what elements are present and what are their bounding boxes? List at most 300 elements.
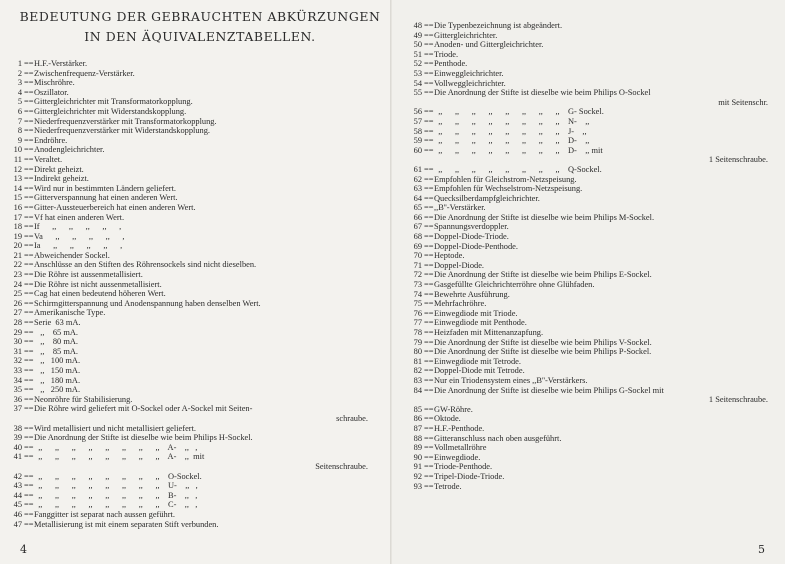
entry-number: 15 bbox=[13, 193, 22, 203]
entry-number: 59 bbox=[413, 136, 422, 146]
abbreviation-entry bbox=[6, 404, 372, 414]
entry-number: 8 bbox=[17, 126, 22, 136]
entry-number: 27 bbox=[13, 308, 22, 318]
entry-text: Die Anordnung der Stifte ist dieselbe wie beim Philips P-Sockel. bbox=[434, 347, 652, 357]
abbreviation-entry bbox=[406, 386, 772, 396]
equals-sign: == bbox=[24, 145, 34, 155]
equals-sign: == bbox=[24, 270, 34, 280]
entry-number: 64 bbox=[413, 193, 422, 203]
entry-number: 7 bbox=[17, 116, 22, 126]
page-title-line2: IN DEN ÄQUIVALENZTABELLEN. bbox=[84, 29, 316, 44]
entry-text: Die Typenbezeichnung ist abgeändert. bbox=[434, 21, 563, 30]
entry-text: Spannungsverdoppler. bbox=[434, 222, 509, 232]
entry-text: Die Anordnung der Stifte ist dieselbe wie beim Philips O-Sockel bbox=[434, 88, 651, 98]
entry-text: Tetrode. bbox=[434, 481, 462, 491]
equals-sign: == bbox=[424, 136, 434, 146]
abbreviation-entry bbox=[6, 520, 372, 530]
entry-number: 11 bbox=[13, 154, 22, 164]
entry-text: Oszillator. bbox=[34, 87, 69, 97]
entry-number: 53 bbox=[413, 68, 422, 78]
entry-text: ,, 150 mA. bbox=[34, 366, 81, 375]
abbreviation-entry bbox=[406, 347, 772, 357]
abbreviation-entry bbox=[6, 174, 372, 184]
entry-number: 45 bbox=[13, 500, 22, 510]
abbreviation-entry-continuation bbox=[406, 155, 772, 165]
entry-number: 18 bbox=[13, 222, 22, 232]
entry-number: 77 bbox=[413, 318, 422, 328]
equals-sign: == bbox=[424, 21, 434, 30]
entry-number: 63 bbox=[413, 184, 422, 194]
entry-text: Vf hat einen anderen Wert. bbox=[34, 212, 125, 222]
equals-sign: == bbox=[24, 164, 34, 174]
abbreviation-entry bbox=[6, 107, 372, 117]
entry-number: 14 bbox=[13, 183, 22, 193]
entry-text: Gitterverspannung hat einen anderen Wert. bbox=[34, 193, 178, 203]
entry-text: ,, ,, ,, ,, ,, ,, ,, ,, D- ,, bbox=[434, 136, 590, 146]
equals-sign: == bbox=[424, 481, 434, 491]
equals-sign: == bbox=[24, 452, 34, 462]
abbreviation-entry bbox=[406, 50, 772, 60]
equals-sign: == bbox=[24, 78, 34, 88]
page-number-left: 4 bbox=[20, 543, 27, 556]
entry-text: Indirekt geheizt. bbox=[34, 174, 89, 184]
entry-text: Niederfrequenzverstärker mit Widerstandskopplung. bbox=[34, 126, 211, 136]
equals-sign: == bbox=[24, 174, 34, 184]
abbreviation-entry bbox=[6, 251, 372, 261]
equals-sign: == bbox=[24, 423, 34, 433]
abbreviation-entry bbox=[406, 127, 772, 137]
entry-text: Zwischenfrequenz-Verstärker. bbox=[34, 68, 135, 78]
entry-number: 83 bbox=[413, 375, 422, 385]
entry-text: Doppel-Diode. bbox=[434, 260, 485, 270]
equals-sign: == bbox=[24, 394, 34, 404]
entry-number: 52 bbox=[413, 59, 422, 69]
abbreviation-entry bbox=[6, 145, 372, 155]
page-number-right: 5 bbox=[758, 543, 765, 556]
abbreviation-entry bbox=[406, 232, 772, 242]
entry-text: Nur ein Triodensystem eines ,,B''-Verstärkers. bbox=[434, 375, 588, 385]
entry-number: 43 bbox=[13, 481, 22, 491]
entry-continuation-text: mit Seitenschr. bbox=[718, 97, 768, 107]
abbreviation-entry bbox=[406, 31, 772, 41]
equals-sign: == bbox=[24, 250, 34, 260]
abbreviation-entry bbox=[6, 347, 372, 357]
entry-text: Die Röhre ist aussenmetallisiert. bbox=[34, 270, 143, 280]
equals-sign: == bbox=[424, 212, 434, 222]
equals-sign: == bbox=[24, 222, 34, 232]
entry-number: 87 bbox=[413, 423, 422, 433]
equals-sign: == bbox=[424, 414, 434, 424]
entry-text: Einwegdiode mit Penthode. bbox=[434, 318, 527, 328]
equals-sign: == bbox=[24, 87, 34, 97]
entry-text: ,, ,, ,, ,, ,, ,, ,, ,, U- ,, , bbox=[34, 481, 198, 491]
entry-text: Fanggitter ist separat nach aussen geführt. bbox=[34, 509, 175, 519]
abbreviation-entry bbox=[406, 453, 772, 463]
entry-text: Die Anordnung der Stifte ist dieselbe wie beim Philips V-Sockel. bbox=[434, 337, 652, 347]
equals-sign: == bbox=[24, 346, 34, 356]
equals-sign: == bbox=[424, 337, 434, 347]
entry-number: 37 bbox=[13, 404, 22, 414]
entry-number: 26 bbox=[13, 298, 22, 308]
equals-sign: == bbox=[424, 222, 434, 232]
entry-number: 35 bbox=[13, 385, 22, 395]
left-page bbox=[0, 0, 392, 564]
abbreviation-entry bbox=[406, 376, 772, 386]
equals-sign: == bbox=[424, 308, 434, 318]
equals-sign: == bbox=[24, 298, 34, 308]
entry-text: ,, ,, ,, ,, ,, ,, ,, ,, J- ,, bbox=[434, 126, 587, 136]
entry-text: ,, 250 mA. bbox=[34, 385, 81, 395]
abbreviation-list-left bbox=[6, 59, 372, 529]
entry-number: 20 bbox=[13, 241, 22, 251]
abbreviation-entry bbox=[6, 424, 372, 434]
entry-number: 30 bbox=[13, 337, 22, 347]
equals-sign: == bbox=[24, 318, 34, 328]
entry-number: 41 bbox=[13, 452, 22, 462]
equals-sign: == bbox=[424, 299, 434, 309]
abbreviation-entry bbox=[406, 338, 772, 348]
entry-text: Gitter-Aussteuerbereich hat einen anderen Wert. bbox=[34, 202, 196, 212]
abbreviation-entry bbox=[406, 366, 772, 376]
entry-continuation-text: Seitenschraube. bbox=[315, 461, 368, 471]
equals-sign: == bbox=[424, 59, 434, 69]
equals-sign: == bbox=[24, 279, 34, 289]
entry-number: 22 bbox=[13, 260, 22, 270]
entry-number: 10 bbox=[13, 145, 22, 155]
entry-text: Die Röhre ist nicht aussenmetallisiert. bbox=[34, 279, 162, 289]
entry-text: Veraltet. bbox=[34, 154, 63, 164]
entry-number: 29 bbox=[13, 327, 22, 337]
abbreviation-entry bbox=[6, 433, 372, 443]
entry-text: Die Röhre wird geliefert mit O-Sockel oder A-Sockel mit Seiten- bbox=[34, 404, 253, 414]
entry-number: 68 bbox=[413, 232, 422, 242]
entry-number: 78 bbox=[413, 328, 422, 337]
abbreviation-entry-continuation bbox=[406, 98, 772, 108]
abbreviation-entry bbox=[406, 213, 772, 223]
entry-number: 2 bbox=[17, 68, 22, 78]
entry-text: Einwegdiode. bbox=[434, 452, 481, 462]
entry-number: 40 bbox=[13, 442, 22, 452]
equals-sign: == bbox=[424, 251, 434, 261]
equals-sign: == bbox=[24, 135, 34, 145]
entry-text: Wird nur in bestimmten Ländern geliefert. bbox=[34, 183, 176, 193]
equals-sign: == bbox=[24, 337, 34, 347]
abbreviation-entry bbox=[6, 165, 372, 175]
equals-sign: == bbox=[24, 366, 34, 375]
equals-sign: == bbox=[424, 471, 434, 481]
entry-number: 69 bbox=[413, 241, 422, 251]
entry-text: Gasgefüllte Gleichrichterröhre ohne Glühfaden. bbox=[434, 280, 595, 290]
entry-number: 50 bbox=[413, 40, 422, 50]
entry-continuation-text: schraube. bbox=[336, 413, 368, 423]
equals-sign: == bbox=[424, 452, 434, 462]
entry-text: Mischröhre. bbox=[34, 78, 75, 88]
abbreviation-entry bbox=[6, 270, 372, 280]
abbreviation-entry bbox=[406, 280, 772, 290]
entry-number: 39 bbox=[13, 433, 22, 443]
equals-sign: == bbox=[424, 40, 434, 50]
entry-text: ,, ,, ,, ,, ,, ,, ,, ,, B- ,, , bbox=[34, 490, 198, 500]
entry-text: ,,B''-Verstärker. bbox=[434, 203, 486, 213]
equals-sign: == bbox=[424, 385, 434, 395]
entry-number: 16 bbox=[13, 202, 22, 212]
abbreviation-entry bbox=[6, 366, 372, 376]
entry-text: ,, ,, ,, ,, ,, ,, ,, ,, G- Sockel. bbox=[434, 107, 604, 117]
entry-text: Vollweggleichrichter. bbox=[434, 78, 506, 88]
abbreviation-entry bbox=[406, 290, 772, 300]
equals-sign: == bbox=[424, 145, 434, 155]
abbreviation-entry bbox=[406, 203, 772, 213]
entry-number: 25 bbox=[13, 289, 22, 299]
entry-number: 55 bbox=[413, 88, 422, 98]
entry-text: If ,, ,, ,, ,, , bbox=[34, 222, 122, 232]
abbreviation-entry bbox=[406, 270, 772, 280]
entry-text: Die Anordnung der Stifte ist dieselbe wie beim Philips E-Sockel. bbox=[434, 270, 652, 280]
equals-sign: == bbox=[24, 289, 34, 299]
equals-sign: == bbox=[24, 241, 34, 251]
entry-text: ,, ,, ,, ,, ,, ,, ,, ,, N- ,, bbox=[434, 116, 590, 126]
abbreviation-entry bbox=[406, 434, 772, 444]
equals-sign: == bbox=[424, 203, 434, 213]
entry-text: ,, ,, ,, ,, ,, ,, ,, ,, A- ,, mit bbox=[34, 452, 205, 462]
abbreviation-entry bbox=[406, 69, 772, 79]
entry-number: 4 bbox=[17, 87, 22, 97]
abbreviation-list-right bbox=[406, 21, 772, 491]
abbreviation-entry bbox=[406, 136, 772, 146]
entry-text: Heizfaden mit Mittenanzapfung. bbox=[434, 328, 544, 337]
entry-number: 5 bbox=[17, 97, 22, 107]
abbreviation-entry bbox=[6, 193, 372, 203]
entry-text: ,, ,, ,, ,, ,, ,, ,, ,, Q-Sockel. bbox=[434, 164, 602, 174]
entry-number: 28 bbox=[13, 318, 22, 328]
entry-text: Direkt geheizt. bbox=[34, 164, 84, 174]
entry-text: Abweichender Sockel. bbox=[34, 250, 110, 260]
equals-sign: == bbox=[24, 356, 34, 366]
entry-number: 47 bbox=[13, 519, 22, 529]
abbreviation-entry bbox=[406, 261, 772, 271]
entry-text: Quecksilberdampfgleichrichter. bbox=[434, 193, 540, 203]
entry-text: Cag hat einen bedeutend höheren Wert. bbox=[34, 289, 166, 299]
equals-sign: == bbox=[24, 404, 34, 414]
equals-sign: == bbox=[24, 260, 34, 270]
equals-sign: == bbox=[24, 519, 34, 529]
equals-sign: == bbox=[424, 164, 434, 174]
abbreviation-entry bbox=[406, 88, 772, 98]
abbreviation-entry bbox=[6, 337, 372, 347]
equals-sign: == bbox=[424, 318, 434, 328]
entry-text: Anodengleichrichter. bbox=[34, 145, 105, 155]
entry-number: 80 bbox=[413, 347, 422, 357]
abbreviation-entry bbox=[406, 318, 772, 328]
entry-text: Einweggleichrichter. bbox=[434, 68, 504, 78]
equals-sign: == bbox=[424, 270, 434, 280]
entry-number: 31 bbox=[13, 346, 22, 356]
abbreviation-entry bbox=[406, 175, 772, 185]
equals-sign: == bbox=[24, 154, 34, 164]
entry-number: 48 bbox=[413, 21, 422, 30]
abbreviation-entry bbox=[6, 385, 372, 395]
entry-number: 58 bbox=[413, 126, 422, 136]
abbreviation-entry bbox=[6, 328, 372, 338]
equals-sign: == bbox=[24, 500, 34, 510]
entry-number: 42 bbox=[13, 471, 22, 481]
equals-sign: == bbox=[424, 260, 434, 270]
entry-number: 84 bbox=[413, 385, 422, 395]
abbreviation-entry bbox=[6, 289, 372, 299]
entry-number: 76 bbox=[413, 308, 422, 318]
abbreviation-entry bbox=[6, 136, 372, 146]
entry-number: 65 bbox=[413, 203, 422, 213]
entry-number: 49 bbox=[413, 30, 422, 40]
entry-number: 88 bbox=[413, 433, 422, 443]
entry-number: 79 bbox=[413, 337, 422, 347]
equals-sign: == bbox=[424, 356, 434, 366]
abbreviation-entry bbox=[406, 299, 772, 309]
abbreviation-entry bbox=[406, 242, 772, 252]
abbreviation-entry bbox=[6, 97, 372, 107]
abbreviation-entry bbox=[406, 472, 772, 482]
equals-sign: == bbox=[424, 126, 434, 136]
equals-sign: == bbox=[24, 193, 34, 203]
abbreviation-entry bbox=[6, 222, 372, 232]
abbreviation-entry bbox=[406, 40, 772, 50]
equals-sign: == bbox=[424, 184, 434, 194]
equals-sign: == bbox=[424, 30, 434, 40]
equals-sign: == bbox=[24, 308, 34, 318]
entry-text: Gittergleichrichter. bbox=[434, 30, 498, 40]
equals-sign: == bbox=[424, 366, 434, 376]
abbreviation-entry bbox=[6, 376, 372, 386]
abbreviation-entry bbox=[406, 79, 772, 89]
abbreviation-entry bbox=[6, 510, 372, 520]
entry-number: 86 bbox=[413, 414, 422, 424]
entry-number: 13 bbox=[13, 174, 22, 184]
entry-number: 6 bbox=[17, 106, 22, 116]
entry-number: 85 bbox=[413, 404, 422, 414]
entry-text: Heptode. bbox=[434, 251, 465, 261]
entry-number: 54 bbox=[413, 78, 422, 88]
equals-sign: == bbox=[24, 183, 34, 193]
entry-text: Va ,, ,, ,, ,, , bbox=[34, 231, 125, 241]
abbreviation-entry bbox=[6, 500, 372, 510]
entry-number: 90 bbox=[413, 452, 422, 462]
entry-text: Ia ,, ,, ,, ,, , bbox=[34, 241, 123, 251]
entry-text: Anoden- und Gittergleichrichter. bbox=[434, 40, 544, 50]
entry-number: 12 bbox=[13, 164, 22, 174]
entry-number: 34 bbox=[13, 375, 22, 385]
entry-text: Empfohlen für Wechselstrom-Netzspeisung. bbox=[434, 184, 583, 194]
entry-text: Mehrfachröhre. bbox=[434, 299, 487, 309]
equals-sign: == bbox=[424, 404, 434, 414]
page-title-line1: BEDEUTUNG DER GEBRAUCHTEN ABKÜRZUNGEN bbox=[19, 9, 381, 24]
entry-number: 66 bbox=[413, 212, 422, 222]
entry-number: 44 bbox=[13, 490, 22, 500]
equals-sign: == bbox=[24, 126, 34, 136]
abbreviation-entry bbox=[406, 462, 772, 472]
entry-text: H.F.-Verstärker. bbox=[34, 59, 88, 68]
entry-text: GW-Röhre. bbox=[434, 404, 473, 414]
entry-number: 56 bbox=[413, 107, 422, 117]
entry-number: 73 bbox=[413, 280, 422, 290]
right-page bbox=[392, 0, 785, 564]
entry-text: Niederfrequenzverstärker mit Transformatorkopplung. bbox=[34, 116, 217, 126]
abbreviation-entry bbox=[406, 59, 772, 69]
equals-sign: == bbox=[424, 462, 434, 472]
abbreviation-entry bbox=[406, 222, 772, 232]
abbreviation-entry bbox=[406, 357, 772, 367]
abbreviation-entry bbox=[6, 78, 372, 88]
entry-text: Anschlüsse an den Stiften des Röhrensockels sind nicht dieselben. bbox=[34, 260, 257, 270]
entry-text: Doppel-Diode-Penthode. bbox=[434, 241, 518, 251]
entry-number: 92 bbox=[413, 471, 422, 481]
entry-number: 17 bbox=[13, 212, 22, 222]
entry-number: 1 bbox=[17, 59, 22, 68]
entry-number: 67 bbox=[413, 222, 422, 232]
entry-number: 70 bbox=[413, 251, 422, 261]
equals-sign: == bbox=[24, 202, 34, 212]
entry-text: Bewehrte Ausführung. bbox=[434, 289, 510, 299]
equals-sign: == bbox=[24, 442, 34, 452]
equals-sign: == bbox=[424, 375, 434, 385]
entry-text: Neonröhre für Stabilisierung. bbox=[34, 394, 133, 404]
abbreviation-entry bbox=[406, 251, 772, 261]
equals-sign: == bbox=[24, 68, 34, 78]
entry-number: 81 bbox=[413, 356, 422, 366]
equals-sign: == bbox=[424, 174, 434, 184]
abbreviation-entry bbox=[406, 424, 772, 434]
abbreviation-entry-continuation bbox=[6, 462, 372, 472]
abbreviation-entry bbox=[6, 280, 372, 290]
entry-text: Wird metallisiert und nicht metallisiert geliefert. bbox=[34, 423, 196, 433]
equals-sign: == bbox=[424, 347, 434, 357]
abbreviation-entry-continuation bbox=[406, 395, 772, 405]
equals-sign: == bbox=[424, 241, 434, 251]
equals-sign: == bbox=[24, 59, 34, 68]
entry-text: Gittergleichrichter mit Widerstandskopplung. bbox=[34, 106, 187, 116]
entry-text: Triode. bbox=[434, 49, 459, 59]
entry-text: H.F.-Penthode. bbox=[434, 423, 485, 433]
abbreviation-entry bbox=[6, 126, 372, 136]
entry-text: ,, ,, ,, ,, ,, ,, ,, ,, A- ,, , bbox=[34, 442, 198, 452]
abbreviation-entry bbox=[406, 328, 772, 338]
abbreviation-entry bbox=[406, 146, 772, 156]
equals-sign: == bbox=[24, 385, 34, 395]
abbreviation-entry bbox=[6, 472, 372, 482]
abbreviation-entry bbox=[6, 213, 372, 223]
entry-number: 75 bbox=[413, 299, 422, 309]
equals-sign: == bbox=[24, 231, 34, 241]
equals-sign: == bbox=[24, 116, 34, 126]
equals-sign: == bbox=[24, 106, 34, 116]
abbreviation-entry bbox=[406, 443, 772, 453]
entry-text: Die Anordnung der Stifte ist dieselbe wie beim Philips G-Sockel mit bbox=[434, 385, 664, 395]
entry-text: Empfohlen für Gleichstrom-Netzspeisung. bbox=[434, 174, 577, 184]
equals-sign: == bbox=[424, 328, 434, 337]
equals-sign: == bbox=[424, 68, 434, 78]
entry-text: Schirmgitterspannung und Anodenspannung haben denselben Wert. bbox=[34, 298, 261, 308]
entry-text: Vollmetallröhre bbox=[434, 443, 487, 453]
equals-sign: == bbox=[424, 78, 434, 88]
abbreviation-entry bbox=[406, 194, 772, 204]
abbreviation-entry bbox=[6, 117, 372, 127]
entry-text: ,, 80 mA. bbox=[34, 337, 78, 347]
entry-text: Einwegdiode mit Triode. bbox=[434, 308, 518, 318]
abbreviation-entry bbox=[406, 414, 772, 424]
equals-sign: == bbox=[424, 193, 434, 203]
entry-text: ,, 85 mA. bbox=[34, 346, 78, 356]
abbreviation-entry bbox=[406, 184, 772, 194]
equals-sign: == bbox=[424, 116, 434, 126]
